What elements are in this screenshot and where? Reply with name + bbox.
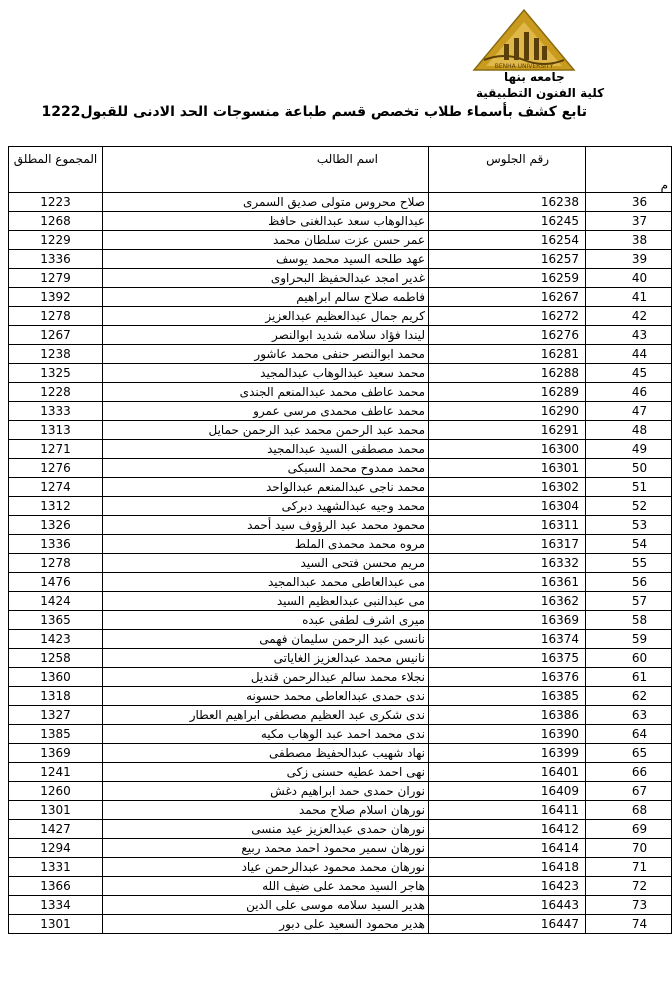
- header-seat: رقم الجلوس: [429, 147, 586, 193]
- serial-number-cell: [586, 896, 672, 915]
- total-cell: 1268: [9, 212, 103, 231]
- total-cell: 1423: [9, 630, 103, 649]
- serial-number: 62: [631, 689, 648, 703]
- total-cell: 1301: [9, 915, 103, 934]
- serial-number: 51: [631, 480, 648, 494]
- college-name: كلية الفنون التطبيقية: [476, 86, 605, 100]
- seat-number-cell: 16376: [429, 668, 586, 687]
- student-name-cell: هدير السيد سلامه موسى على الدين: [103, 896, 429, 915]
- seat-number-cell: 16385: [429, 687, 586, 706]
- serial-number: 47: [631, 404, 648, 418]
- serial-number-cell: [586, 630, 672, 649]
- seat-number-cell: 16245: [429, 212, 586, 231]
- serial-number-cell: [586, 212, 672, 231]
- university-name: جامعه بنها: [504, 70, 565, 84]
- header-name: اسم الطالب: [103, 147, 429, 193]
- seat-number-cell: 16411: [429, 801, 586, 820]
- serial-number: 65: [631, 746, 648, 760]
- serial-number: 52: [631, 499, 648, 513]
- seat-number-cell: 16311: [429, 516, 586, 535]
- total-cell: 1326: [9, 516, 103, 535]
- serial-number-cell: [586, 592, 672, 611]
- student-name-cell: هاجر السيد محمد على ضيف الله: [103, 877, 429, 896]
- table-row: [9, 782, 672, 801]
- student-name-cell: ندى شكرى عبد العظيم مصطفى ابراهيم العطار: [103, 706, 429, 725]
- serial-number-cell: [586, 858, 672, 877]
- serial-number: 36: [631, 195, 648, 209]
- serial-number-cell: [586, 516, 672, 535]
- total-cell: 1427: [9, 820, 103, 839]
- total-cell: 1228: [9, 383, 103, 402]
- table-header-row: [9, 147, 672, 193]
- student-name-cell: نانيس محمد عبدالعزيز الغاياتى: [103, 649, 429, 668]
- serial-number-cell: [586, 459, 672, 478]
- serial-number: 58: [631, 613, 648, 627]
- serial-number-cell: [586, 402, 672, 421]
- table-row: [9, 820, 672, 839]
- serial-number-cell: [586, 877, 672, 896]
- total-cell: 1336: [9, 250, 103, 269]
- total-cell: 1229: [9, 231, 103, 250]
- total-cell: 1223: [9, 193, 103, 212]
- total-cell: 1274: [9, 478, 103, 497]
- serial-number: 70: [631, 841, 648, 855]
- total-cell: 1238: [9, 345, 103, 364]
- seat-number-cell: 16399: [429, 744, 586, 763]
- total-cell: 1366: [9, 877, 103, 896]
- student-name-cell: نهى احمد عطيه حسنى زكى: [103, 763, 429, 782]
- student-name-cell: نوران حمدى حمد ابراهيم دغش: [103, 782, 429, 801]
- total-cell: 1279: [9, 269, 103, 288]
- seat-number-cell: 16418: [429, 858, 586, 877]
- table-row: [9, 288, 672, 307]
- student-name-cell: محمد عبد الرحمن محمد عبد الرحمن حمايل: [103, 421, 429, 440]
- total-cell: 1424: [9, 592, 103, 611]
- table-row: [9, 554, 672, 573]
- table-row: [9, 611, 672, 630]
- total-cell: 1331: [9, 858, 103, 877]
- table-row: [9, 915, 672, 934]
- seat-number-cell: 16288: [429, 364, 586, 383]
- seat-number-cell: 16362: [429, 592, 586, 611]
- student-name-cell: محمد مصطفى السيد عبدالمجيد: [103, 440, 429, 459]
- serial-number-cell: [586, 915, 672, 934]
- table-row: [9, 345, 672, 364]
- seat-number-cell: 16374: [429, 630, 586, 649]
- serial-number: 50: [631, 461, 648, 475]
- seat-number-cell: 16289: [429, 383, 586, 402]
- serial-number-cell: [586, 839, 672, 858]
- student-name-cell: محمد سعيد عبدالوهاب عبدالمجيد: [103, 364, 429, 383]
- table-row: [9, 516, 672, 535]
- table-row: [9, 250, 672, 269]
- serial-number-cell: [586, 687, 672, 706]
- serial-number: 71: [631, 860, 648, 874]
- total-cell: 1325: [9, 364, 103, 383]
- serial-number-cell: [586, 725, 672, 744]
- table-row: [9, 687, 672, 706]
- table-row: [9, 497, 672, 516]
- table-row: [9, 459, 672, 478]
- serial-number: 63: [631, 708, 648, 722]
- seat-number-cell: 16272: [429, 307, 586, 326]
- serial-number-cell: [586, 497, 672, 516]
- table-row: [9, 858, 672, 877]
- table-row: [9, 744, 672, 763]
- seat-number-cell: 16423: [429, 877, 586, 896]
- serial-number-cell: [586, 649, 672, 668]
- serial-number: 39: [631, 252, 648, 266]
- serial-number: 40: [631, 271, 648, 285]
- student-name-cell: كريم جمال عبدالعظيم عبدالعزيز: [103, 307, 429, 326]
- serial-number-cell: [586, 383, 672, 402]
- table-row: [9, 668, 672, 687]
- serial-number: 38: [631, 233, 648, 247]
- total-cell: 1267: [9, 326, 103, 345]
- student-name-cell: ندى حمدى عبدالعاطى محمد حسونه: [103, 687, 429, 706]
- seat-number-cell: 16409: [429, 782, 586, 801]
- university-logo: [464, 6, 584, 76]
- seat-number-cell: 16401: [429, 763, 586, 782]
- serial-number-cell: [586, 250, 672, 269]
- serial-number: 59: [631, 632, 648, 646]
- svg-text:BENHA UNIVERSITY: BENHA UNIVERSITY: [494, 63, 554, 70]
- table-row: [9, 383, 672, 402]
- serial-number: 54: [631, 537, 648, 551]
- table-row: [9, 573, 672, 592]
- table-row: [9, 801, 672, 820]
- student-name-cell: نورهان اسلام صلاح محمد: [103, 801, 429, 820]
- total-cell: 1276: [9, 459, 103, 478]
- total-cell: 1278: [9, 307, 103, 326]
- student-name-cell: محمد ممدوح محمد السبكى: [103, 459, 429, 478]
- total-cell: 1241: [9, 763, 103, 782]
- table-row: [9, 193, 672, 212]
- student-name-cell: نانسى عبد الرحمن سليمان فهمى: [103, 630, 429, 649]
- total-cell: 1360: [9, 668, 103, 687]
- seat-number-cell: 16302: [429, 478, 586, 497]
- serial-number-cell: [586, 364, 672, 383]
- table-row: [9, 326, 672, 345]
- students-table: [8, 146, 672, 934]
- serial-number-cell: [586, 554, 672, 573]
- serial-number: 37: [631, 214, 648, 228]
- table-row: [9, 307, 672, 326]
- seat-number-cell: 16276: [429, 326, 586, 345]
- student-name-cell: نهاد شهيب عبدالحفيظ مصطفى: [103, 744, 429, 763]
- serial-number: 60: [631, 651, 648, 665]
- serial-number: 53: [631, 518, 648, 532]
- serial-number: 56: [631, 575, 648, 589]
- student-name-cell: نجلاء محمد سالم عبدالرحمن قنديل: [103, 668, 429, 687]
- serial-number: 43: [631, 328, 648, 342]
- serial-number-cell: [586, 535, 672, 554]
- serial-number: 69: [631, 822, 648, 836]
- table-row: [9, 896, 672, 915]
- total-cell: 1301: [9, 801, 103, 820]
- serial-number: 72: [631, 879, 648, 893]
- table-row: [9, 877, 672, 896]
- seat-number-cell: 16267: [429, 288, 586, 307]
- header-total: المجموع المطلق: [9, 147, 103, 193]
- serial-number-cell: [586, 421, 672, 440]
- table-row: [9, 725, 672, 744]
- total-cell: 1294: [9, 839, 103, 858]
- header-number: م: [586, 147, 672, 193]
- total-cell: 1260: [9, 782, 103, 801]
- table-row: [9, 839, 672, 858]
- serial-number-cell: [586, 307, 672, 326]
- table-row: [9, 592, 672, 611]
- total-cell: 1476: [9, 573, 103, 592]
- table-row: [9, 763, 672, 782]
- serial-number: 74: [631, 917, 648, 931]
- student-name-cell: ندى محمد احمد عبد الوهاب مكيه: [103, 725, 429, 744]
- table-row: [9, 630, 672, 649]
- student-name-cell: محمد وجيه عبدالشهيد دبركى: [103, 497, 429, 516]
- student-name-cell: مى عبدالنبى عبدالعظيم السيد: [103, 592, 429, 611]
- serial-number-cell: [586, 820, 672, 839]
- total-cell: 1312: [9, 497, 103, 516]
- total-cell: 1334: [9, 896, 103, 915]
- serial-number-cell: [586, 440, 672, 459]
- student-name-cell: مروه محمد محمدى الملط: [103, 535, 429, 554]
- serial-number-cell: [586, 345, 672, 364]
- table-row: [9, 535, 672, 554]
- student-name-cell: نورهان محمد محمود عبدالرحمن عياد: [103, 858, 429, 877]
- seat-number-cell: 16361: [429, 573, 586, 592]
- total-cell: 1278: [9, 554, 103, 573]
- table-row: [9, 364, 672, 383]
- total-cell: 1271: [9, 440, 103, 459]
- seat-number-cell: 16291: [429, 421, 586, 440]
- serial-number-cell: [586, 801, 672, 820]
- serial-number: 55: [631, 556, 648, 570]
- seat-number-cell: 16281: [429, 345, 586, 364]
- serial-number: 64: [631, 727, 648, 741]
- student-name-cell: نورهان حمدى عبدالعزيز عيد منسى: [103, 820, 429, 839]
- serial-number: 57: [631, 594, 648, 608]
- seat-number-cell: 16414: [429, 839, 586, 858]
- serial-number-cell: [586, 763, 672, 782]
- table-body: [9, 193, 672, 934]
- student-name-cell: فاطمه صلاح سالم ابراهيم: [103, 288, 429, 307]
- seat-number-cell: 16304: [429, 497, 586, 516]
- total-cell: 1336: [9, 535, 103, 554]
- table-row: [9, 649, 672, 668]
- serial-number-cell: [586, 706, 672, 725]
- serial-number-cell: [586, 668, 672, 687]
- serial-number: 41: [631, 290, 648, 304]
- total-cell: 1258: [9, 649, 103, 668]
- total-cell: 1313: [9, 421, 103, 440]
- student-name-cell: هدير محمود السعيد على دبور: [103, 915, 429, 934]
- serial-number: 46: [631, 385, 648, 399]
- serial-number-cell: [586, 231, 672, 250]
- table-row: [9, 421, 672, 440]
- serial-number: 67: [631, 784, 648, 798]
- table-row: [9, 440, 672, 459]
- student-name-cell: مى عبدالعاطى محمد عبدالمجيد: [103, 573, 429, 592]
- serial-number-cell: [586, 573, 672, 592]
- seat-number-cell: 16375: [429, 649, 586, 668]
- serial-number: 66: [631, 765, 648, 779]
- serial-number-cell: [586, 782, 672, 801]
- serial-number: 44: [631, 347, 648, 361]
- student-name-cell: محمد ابوالنصر حنفى محمد عاشور: [103, 345, 429, 364]
- seat-number-cell: 16300: [429, 440, 586, 459]
- seat-number-cell: 16332: [429, 554, 586, 573]
- student-name-cell: نورهان سمير محمود احمد محمد ربيع: [103, 839, 429, 858]
- seat-number-cell: 16412: [429, 820, 586, 839]
- seat-number-cell: 16369: [429, 611, 586, 630]
- student-name-cell: ليندا فؤاد سلامه شديد ابوالنصر: [103, 326, 429, 345]
- total-cell: 1365: [9, 611, 103, 630]
- student-name-cell: عبدالوهاب سعد عبدالغنى حافظ: [103, 212, 429, 231]
- serial-number: 73: [631, 898, 648, 912]
- total-cell: 1327: [9, 706, 103, 725]
- serial-number-cell: [586, 744, 672, 763]
- total-cell: 1385: [9, 725, 103, 744]
- seat-number-cell: 16301: [429, 459, 586, 478]
- table-row: [9, 269, 672, 288]
- student-name-cell: ميرى اشرف لطفى عبده: [103, 611, 429, 630]
- student-name-cell: محمد عاطف محمد عبدالمنعم الجندى: [103, 383, 429, 402]
- seat-number-cell: 16443: [429, 896, 586, 915]
- serial-number-cell: [586, 288, 672, 307]
- seat-number-cell: 16238: [429, 193, 586, 212]
- serial-number: 68: [631, 803, 648, 817]
- student-name-cell: عمر حسن عزت سلطان محمد: [103, 231, 429, 250]
- serial-number: 49: [631, 442, 648, 456]
- student-name-cell: غدير امجد عبدالحفيظ البحراوى: [103, 269, 429, 288]
- document-title: تابع كشف بأسماء طلاب تخصص قسم طباعة منسوجات الحد الادنى للقبول1222: [41, 104, 587, 120]
- seat-number-cell: 16317: [429, 535, 586, 554]
- serial-number: 48: [631, 423, 648, 437]
- table-row: [9, 478, 672, 497]
- total-cell: 1369: [9, 744, 103, 763]
- serial-number: 42: [631, 309, 648, 323]
- seat-number-cell: 16254: [429, 231, 586, 250]
- table-row: [9, 212, 672, 231]
- student-name-cell: محمد ناجى عبدالمنعم عبدالواحد: [103, 478, 429, 497]
- seat-number-cell: 16290: [429, 402, 586, 421]
- seat-number-cell: 16259: [429, 269, 586, 288]
- serial-number: 45: [631, 366, 648, 380]
- table-row: [9, 706, 672, 725]
- seat-number-cell: 16390: [429, 725, 586, 744]
- serial-number-cell: [586, 326, 672, 345]
- seat-number-cell: 16386: [429, 706, 586, 725]
- seat-number-cell: 16257: [429, 250, 586, 269]
- student-name-cell: محمود محمد عبد الرؤوف سيد أحمد: [103, 516, 429, 535]
- total-cell: 1333: [9, 402, 103, 421]
- serial-number: 61: [631, 670, 648, 684]
- serial-number-cell: [586, 478, 672, 497]
- student-name-cell: مريم محسن فتحى السيد: [103, 554, 429, 573]
- serial-number-cell: [586, 611, 672, 630]
- serial-number-cell: [586, 193, 672, 212]
- total-cell: 1392: [9, 288, 103, 307]
- table-row: [9, 402, 672, 421]
- student-name-cell: محمد عاطف محمدى مرسى عمرو: [103, 402, 429, 421]
- total-cell: 1318: [9, 687, 103, 706]
- student-name-cell: صلاح محروس متولى صديق السمرى: [103, 193, 429, 212]
- seat-number-cell: 16447: [429, 915, 586, 934]
- student-name-cell: عهد طلحه السيد محمد يوسف: [103, 250, 429, 269]
- serial-number-cell: [586, 269, 672, 288]
- table-row: [9, 231, 672, 250]
